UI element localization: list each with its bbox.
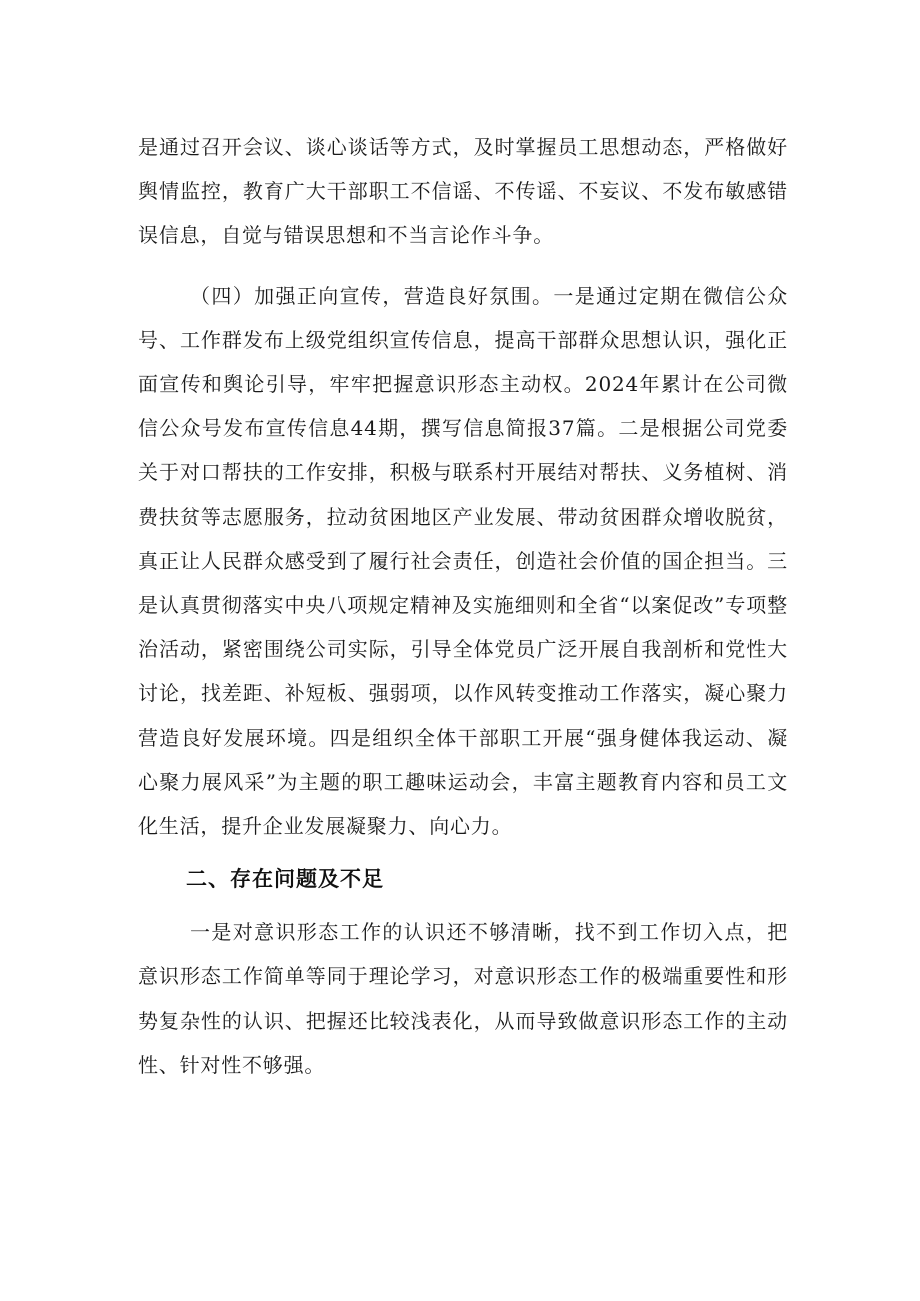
document-body — [138, 125, 788, 1087]
paragraph-section-four: （四）加强正向宣传，营造良好氛围。一是通过定期在微信公众号、工作群发布上级党组织宣传信息，提高干部群众思想认识，强化正面宣传和舆论引导，牢牢把握意识形态主动权。2024年累计在公司微信公众号发布宣传信息44期，撰写信息简报37篇。二是根据公司党委关于对口帮扶的工作安排，积极与联系村开展结对帮扶、义务植树、消费扶贫等志愿服务，拉动贫困地区产业发展、带动贫困群众增收脱贫，真正让人民群众感受到了履行社会责任，创造社会价值的国企担当。三是认真贯彻落实中央八项规定精神及实施细则和全省“以案促改”专项整治活动，紧密围绕公司实际，引导全体党员广泛开展自我剖析和党性大讨论，找差距、补短板、强弱项，以作风转变推动工作落实，凝心聚力营造良好发展环境。四是组织全体干部职工开展“强身健体我运动、凝心聚力展风采”为主题的职工趣味运动会，丰富主题教育内容和员工文化生活，提升企业发展凝聚力、向心力。 — [138, 283, 788, 839]
paragraph-problem-one: 一是对意识形态工作的认识还不够清晰，找不到工作切入点，把意识形态工作简单等同于理论学习，对意识形态工作的极端重要性和形势复杂性的认识、把握还比较浅表化，从而导致做意识形态工作的主动性、针对性不够强。 — [138, 920, 788, 1077]
paragraph-continuation: 是通过召开会议、谈心谈话等方式，及时掌握员工思想动态，严格做好舆情监控，教育广大干部职工不信谣、不传谣、不妄议、不发布敏感错误信息，自觉与错误思想和不当言论作斗争。 — [138, 135, 788, 248]
section-heading-problems: 二、存在问题及不足 — [186, 867, 384, 892]
